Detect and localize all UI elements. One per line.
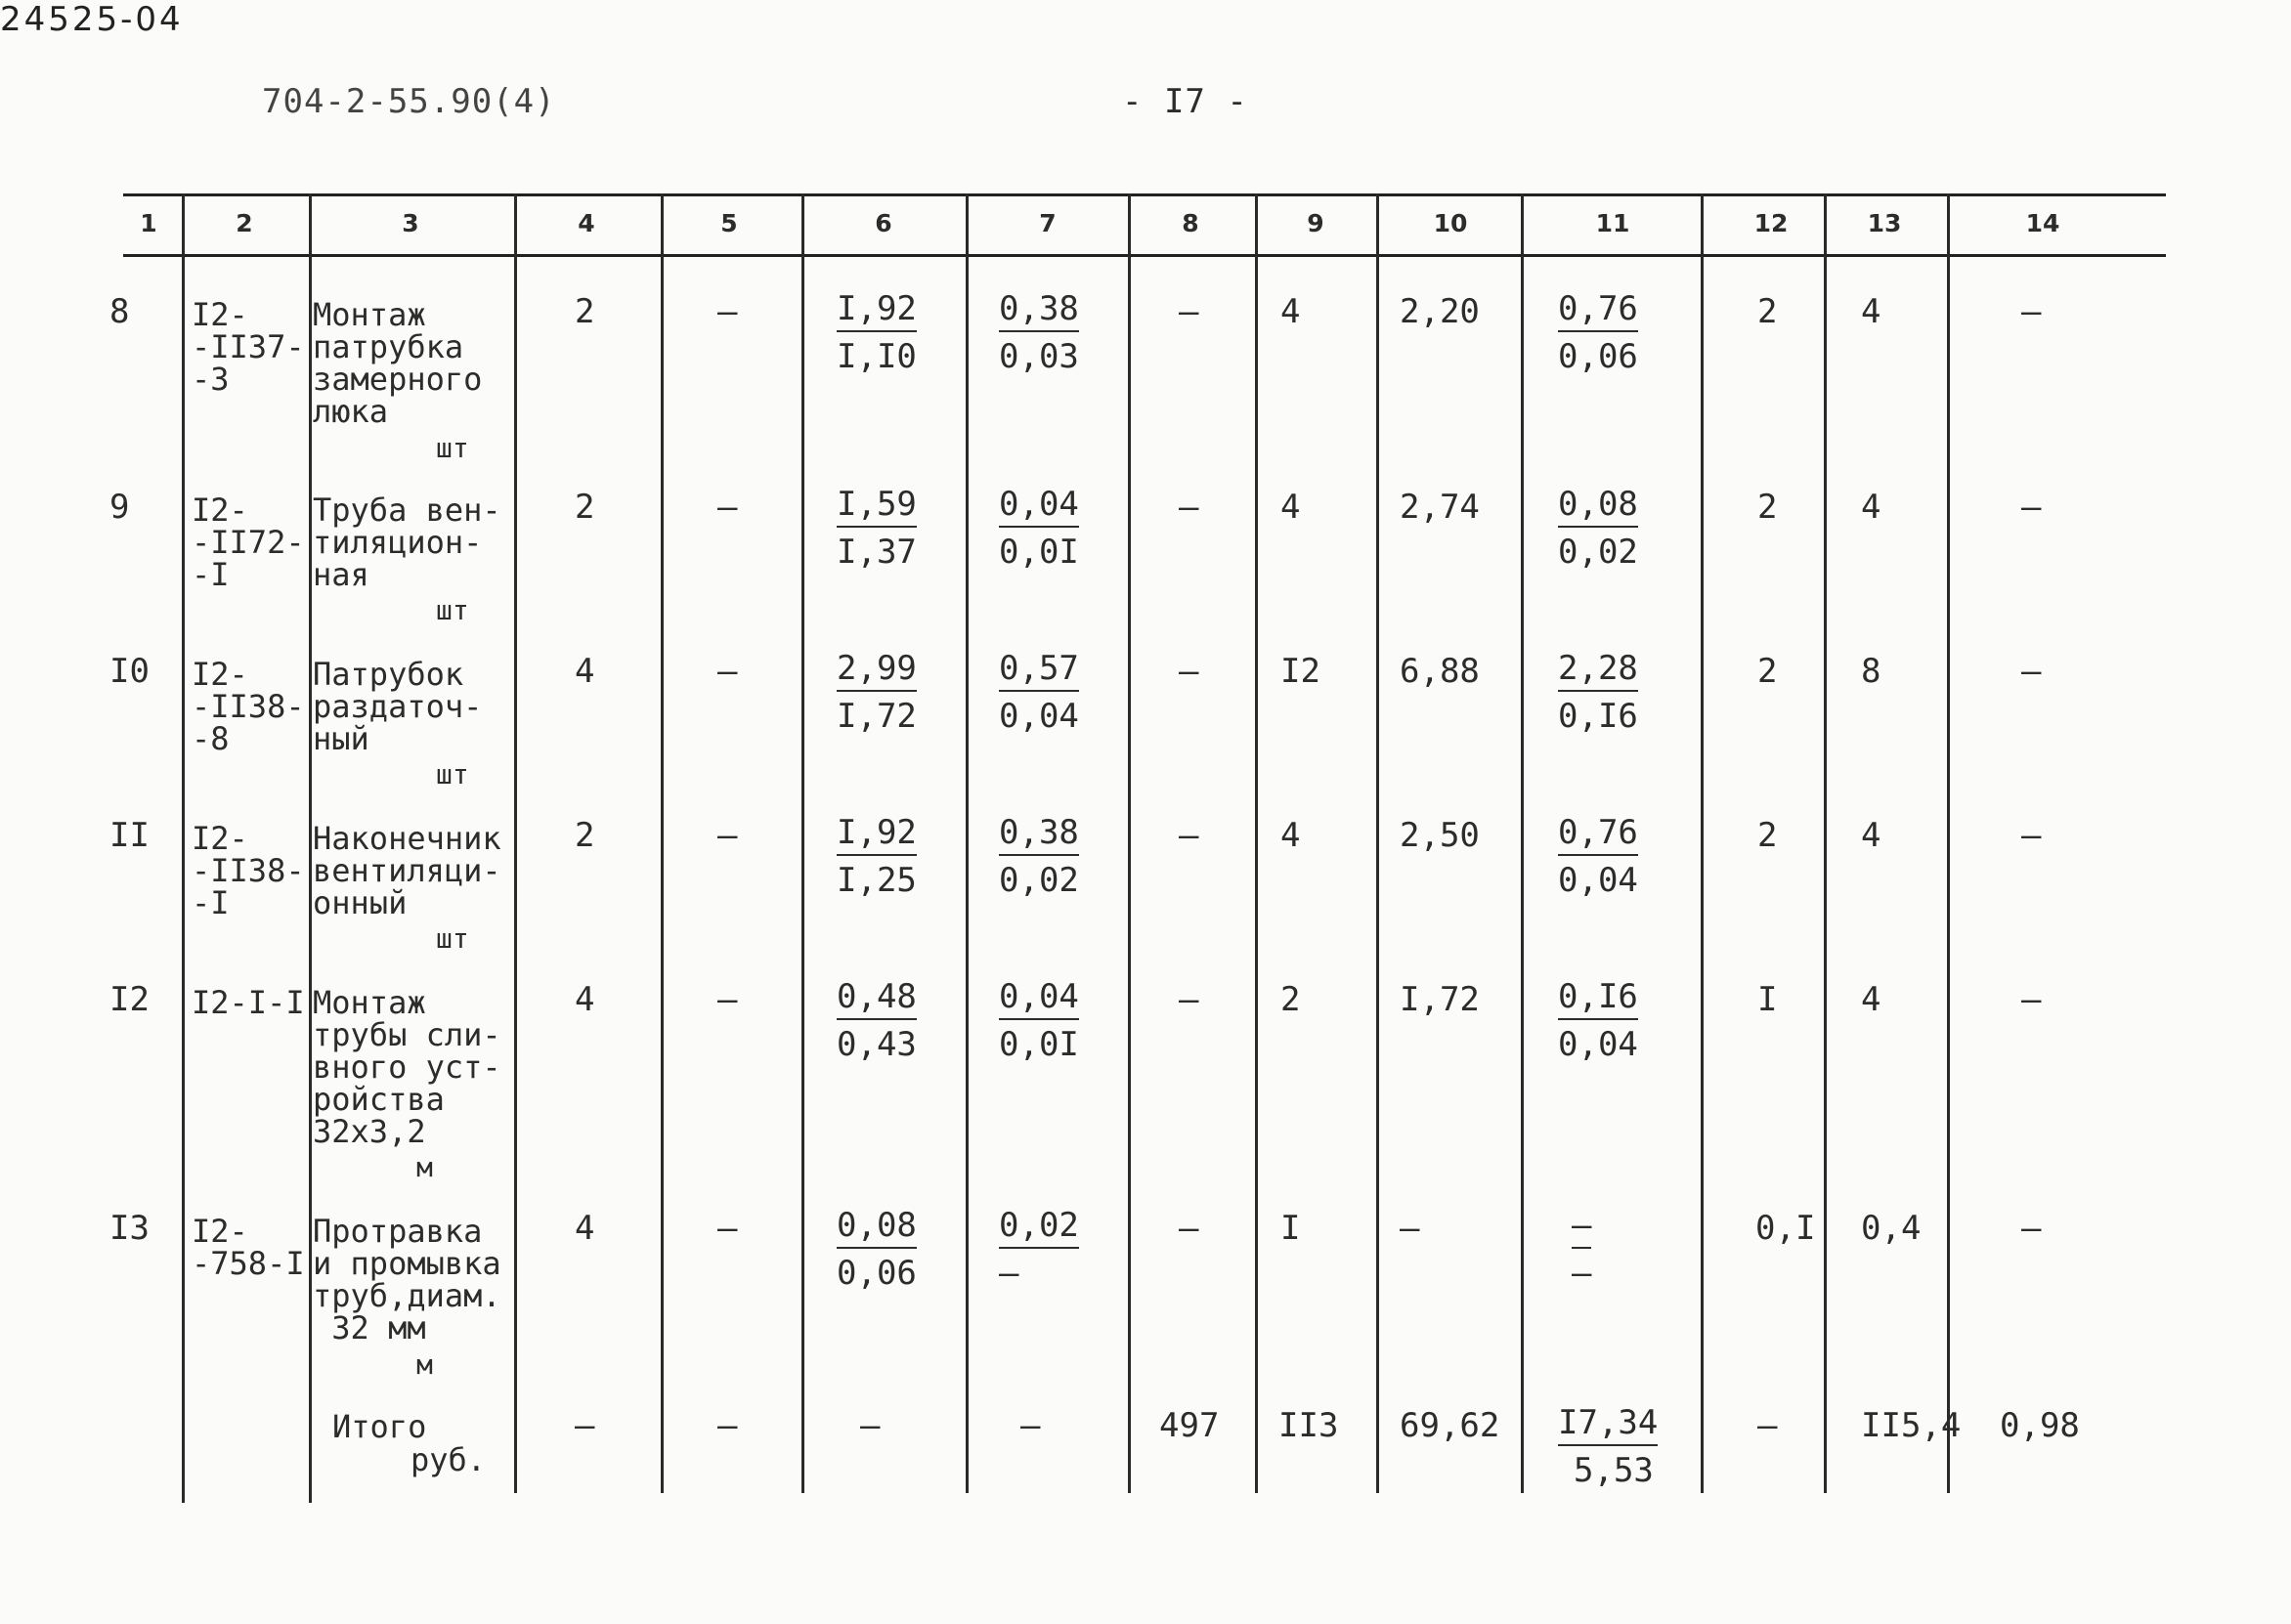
rate-code: I2- -II38- -I (192, 820, 305, 921)
c11-top: 0,76 (1558, 289, 1638, 332)
row-number: 8 (109, 292, 130, 331)
column-divider (514, 193, 517, 1493)
unit: м (416, 1348, 433, 1381)
total-c12: – (1757, 1406, 1778, 1445)
cell-c8: – (1179, 652, 1199, 691)
row-number: 9 (109, 488, 130, 527)
cell-c9: I2 (1280, 652, 1320, 691)
cell-c8: – (1179, 816, 1199, 855)
c7-top: 0,38 (999, 813, 1079, 856)
cell-c6 (837, 289, 917, 376)
cell-c12: 0,I (1755, 1209, 1816, 1248)
c7-top: 0,02 (999, 1206, 1079, 1249)
cell-c5: – (717, 1209, 738, 1248)
cell-c12: 2 (1757, 816, 1778, 855)
cell-c11 (1558, 485, 1638, 572)
column-divider (182, 193, 185, 1503)
cell-c9: I (1280, 1209, 1301, 1248)
column-divider (1128, 193, 1131, 1493)
header-bottom-rule (123, 254, 2166, 257)
cell-c8: – (1179, 488, 1199, 527)
c11-bottom: – (1572, 1254, 1592, 1293)
cell-c8: – (1179, 292, 1199, 331)
c7-bottom: 0,03 (999, 337, 1079, 376)
column-number: 12 (1753, 209, 1789, 237)
cell-c9: 2 (1280, 980, 1301, 1019)
cell-c7 (999, 289, 1079, 376)
column-number: 6 (875, 209, 892, 237)
cell-c7 (999, 485, 1079, 572)
cell-c5: – (717, 980, 738, 1019)
c11-bottom: 0,04 (1558, 861, 1638, 900)
rate-code: I2- -758-I (192, 1213, 305, 1282)
cell-c6 (837, 813, 917, 900)
cell-c5: – (717, 488, 738, 527)
cell-c11 (1558, 813, 1638, 900)
c6-top: I,92 (837, 813, 917, 856)
c6-top: 2,99 (837, 649, 917, 692)
unit: шт (436, 594, 469, 626)
column-divider (1701, 193, 1704, 1493)
work-name: Протравка и промывка труб,диам. 32 мм (313, 1213, 501, 1346)
cell-c5: – (717, 292, 738, 331)
archive-number: 24525-04 (0, 0, 184, 39)
cell-c9: 4 (1280, 816, 1301, 855)
c7-bottom: 0,0I (999, 533, 1079, 572)
cell-c5: – (717, 816, 738, 855)
cell-c13: 8 (1861, 652, 1881, 691)
c7-top: 0,04 (999, 485, 1079, 528)
c7-top: 0,04 (999, 977, 1079, 1020)
rate-code: I2- -II38- -8 (192, 656, 305, 757)
cell-c6 (837, 485, 917, 572)
cell-c6 (837, 977, 917, 1064)
doc-code: 704-2-55.90(4) (262, 82, 556, 121)
cell-c4: 2 (575, 488, 595, 527)
cell-c6 (837, 1206, 917, 1293)
unit: шт (436, 922, 469, 955)
column-divider (309, 193, 312, 1503)
cell-c7 (999, 813, 1079, 900)
unit: шт (436, 432, 469, 464)
c6-top: I,59 (837, 485, 917, 528)
c7-bottom: 0,04 (999, 697, 1079, 736)
cell-c11 (1572, 1206, 1592, 1293)
cell-c12: I (1757, 980, 1778, 1019)
column-number: 13 (1867, 209, 1902, 237)
column-number: 2 (236, 209, 253, 237)
c7-top: 0,38 (999, 289, 1079, 332)
column-number: 5 (720, 209, 738, 237)
cell-c8: – (1179, 980, 1199, 1019)
c11-top: I7,34 (1558, 1403, 1658, 1446)
c6-bottom: I,37 (837, 533, 917, 572)
cell-c14: – (2021, 292, 2042, 331)
cell-c10: I,72 (1400, 980, 1480, 1019)
total-c9: II3 (1278, 1406, 1339, 1445)
c6-bottom: I,25 (837, 861, 917, 900)
c11-bottom: 0,I6 (1558, 697, 1638, 736)
cell-c6 (837, 649, 917, 736)
cell-c4: 4 (575, 980, 595, 1019)
cell-c7 (999, 1206, 1079, 1293)
column-number: 7 (1039, 209, 1057, 237)
cell-c11 (1558, 977, 1638, 1064)
cell-c13: 4 (1861, 816, 1881, 855)
c11-bottom: 0,02 (1558, 533, 1638, 572)
rate-code: I2-I-I (192, 984, 305, 1021)
column-divider (661, 193, 664, 1493)
c7-bottom: 0,0I (999, 1025, 1079, 1064)
row-number: I3 (109, 1209, 150, 1248)
total-c8: 497 (1159, 1406, 1220, 1445)
cell-c4: 4 (575, 652, 595, 691)
column-number: 4 (578, 209, 595, 237)
c7-top: 0,57 (999, 649, 1079, 692)
work-name: Наконечник вентиляци- онный (313, 820, 501, 921)
work-name: Труба вен- тиляцион- ная (313, 491, 501, 593)
c11-bottom: 0,04 (1558, 1025, 1638, 1064)
cell-c14: – (2021, 652, 2042, 691)
c11-top: 0,08 (1558, 485, 1638, 528)
rate-code: I2- -II72- -I (192, 491, 305, 593)
column-divider (1947, 193, 1950, 1493)
c11-top: 0,76 (1558, 813, 1638, 856)
work-name: Патрубок раздаточ- ный (313, 656, 483, 757)
cell-c14: – (2021, 980, 2042, 1019)
rate-code: I2- -II37- -3 (192, 296, 305, 398)
cell-c10: 2,20 (1400, 292, 1480, 331)
c6-bottom: I,I0 (837, 337, 917, 376)
column-number: 10 (1433, 209, 1468, 237)
total-c11 (1558, 1403, 1659, 1490)
cell-c13: 4 (1861, 292, 1881, 331)
c11-bottom: 0,06 (1558, 337, 1638, 376)
column-number: 9 (1307, 209, 1324, 237)
cell-c12: 2 (1757, 652, 1778, 691)
c11-top: 2,28 (1558, 649, 1638, 692)
row-number: I2 (109, 980, 150, 1019)
row-number: II (109, 816, 150, 855)
c6-bottom: I,72 (837, 697, 917, 736)
cell-c14: – (2021, 1209, 2042, 1248)
column-divider (1376, 193, 1379, 1493)
row-number: I0 (109, 652, 150, 691)
column-number: 14 (2025, 209, 2060, 237)
work-name: Монтаж трубы сли- вного уст- ройства 32х3,2 (313, 984, 501, 1150)
unit: шт (436, 758, 469, 791)
cell-c7 (999, 977, 1079, 1064)
c7-bottom: – (999, 1254, 1019, 1293)
unit: м (416, 1151, 433, 1183)
c6-top: I,92 (837, 289, 917, 332)
cell-c13: 0,4 (1861, 1209, 1922, 1248)
c11-top: 0,I6 (1558, 977, 1638, 1020)
c6-bottom: 0,06 (837, 1254, 917, 1293)
c11-bottom: 5,53 (1574, 1451, 1654, 1490)
column-number: 11 (1595, 209, 1630, 237)
cell-c10: 6,88 (1400, 652, 1480, 691)
column-number: 1 (140, 209, 157, 237)
c6-bottom: 0,43 (837, 1025, 917, 1064)
total-unit: руб. (411, 1441, 487, 1478)
cell-c14: – (2021, 488, 2042, 527)
column-divider (801, 193, 804, 1493)
total-c13: II5,4 (1861, 1406, 1962, 1445)
table-top-rule (123, 193, 2166, 196)
cell-c4: 4 (575, 1209, 595, 1248)
column-number: 3 (402, 209, 419, 237)
cell-c11 (1558, 649, 1638, 736)
c6-top: 0,48 (837, 977, 917, 1020)
cell-c11 (1558, 289, 1638, 376)
cell-c8: – (1179, 1209, 1199, 1248)
column-divider (966, 193, 969, 1493)
cell-c5: – (717, 652, 738, 691)
total-c6: – (860, 1406, 881, 1445)
c7-bottom: 0,02 (999, 861, 1079, 900)
total-c14: 0,98 (2000, 1406, 2080, 1445)
cell-c12: 2 (1757, 292, 1778, 331)
cell-c13: 4 (1861, 980, 1881, 1019)
cell-c14: – (2021, 816, 2042, 855)
column-number: 8 (1182, 209, 1199, 237)
cell-c10: 2,74 (1400, 488, 1480, 527)
page-number: - I7 - (1122, 82, 1248, 121)
column-divider (1521, 193, 1524, 1493)
cell-c13: 4 (1861, 488, 1881, 527)
c11-top: – (1572, 1206, 1591, 1249)
cell-c10: – (1400, 1209, 1420, 1248)
total-c5: – (717, 1406, 738, 1445)
column-divider (1824, 193, 1827, 1493)
total-c7: – (1020, 1406, 1041, 1445)
total-c4: – (575, 1406, 595, 1445)
cell-c9: 4 (1280, 488, 1301, 527)
work-name: Монтаж патрубка замерного люка (313, 296, 483, 430)
cell-c4: 2 (575, 292, 595, 331)
total-label: Итого (332, 1408, 427, 1445)
cell-c9: 4 (1280, 292, 1301, 331)
cell-c10: 2,50 (1400, 816, 1480, 855)
c6-top: 0,08 (837, 1206, 917, 1249)
cell-c12: 2 (1757, 488, 1778, 527)
total-c10: 69,62 (1400, 1406, 1500, 1445)
cell-c4: 2 (575, 816, 595, 855)
column-divider (1255, 193, 1258, 1493)
cell-c7 (999, 649, 1079, 736)
